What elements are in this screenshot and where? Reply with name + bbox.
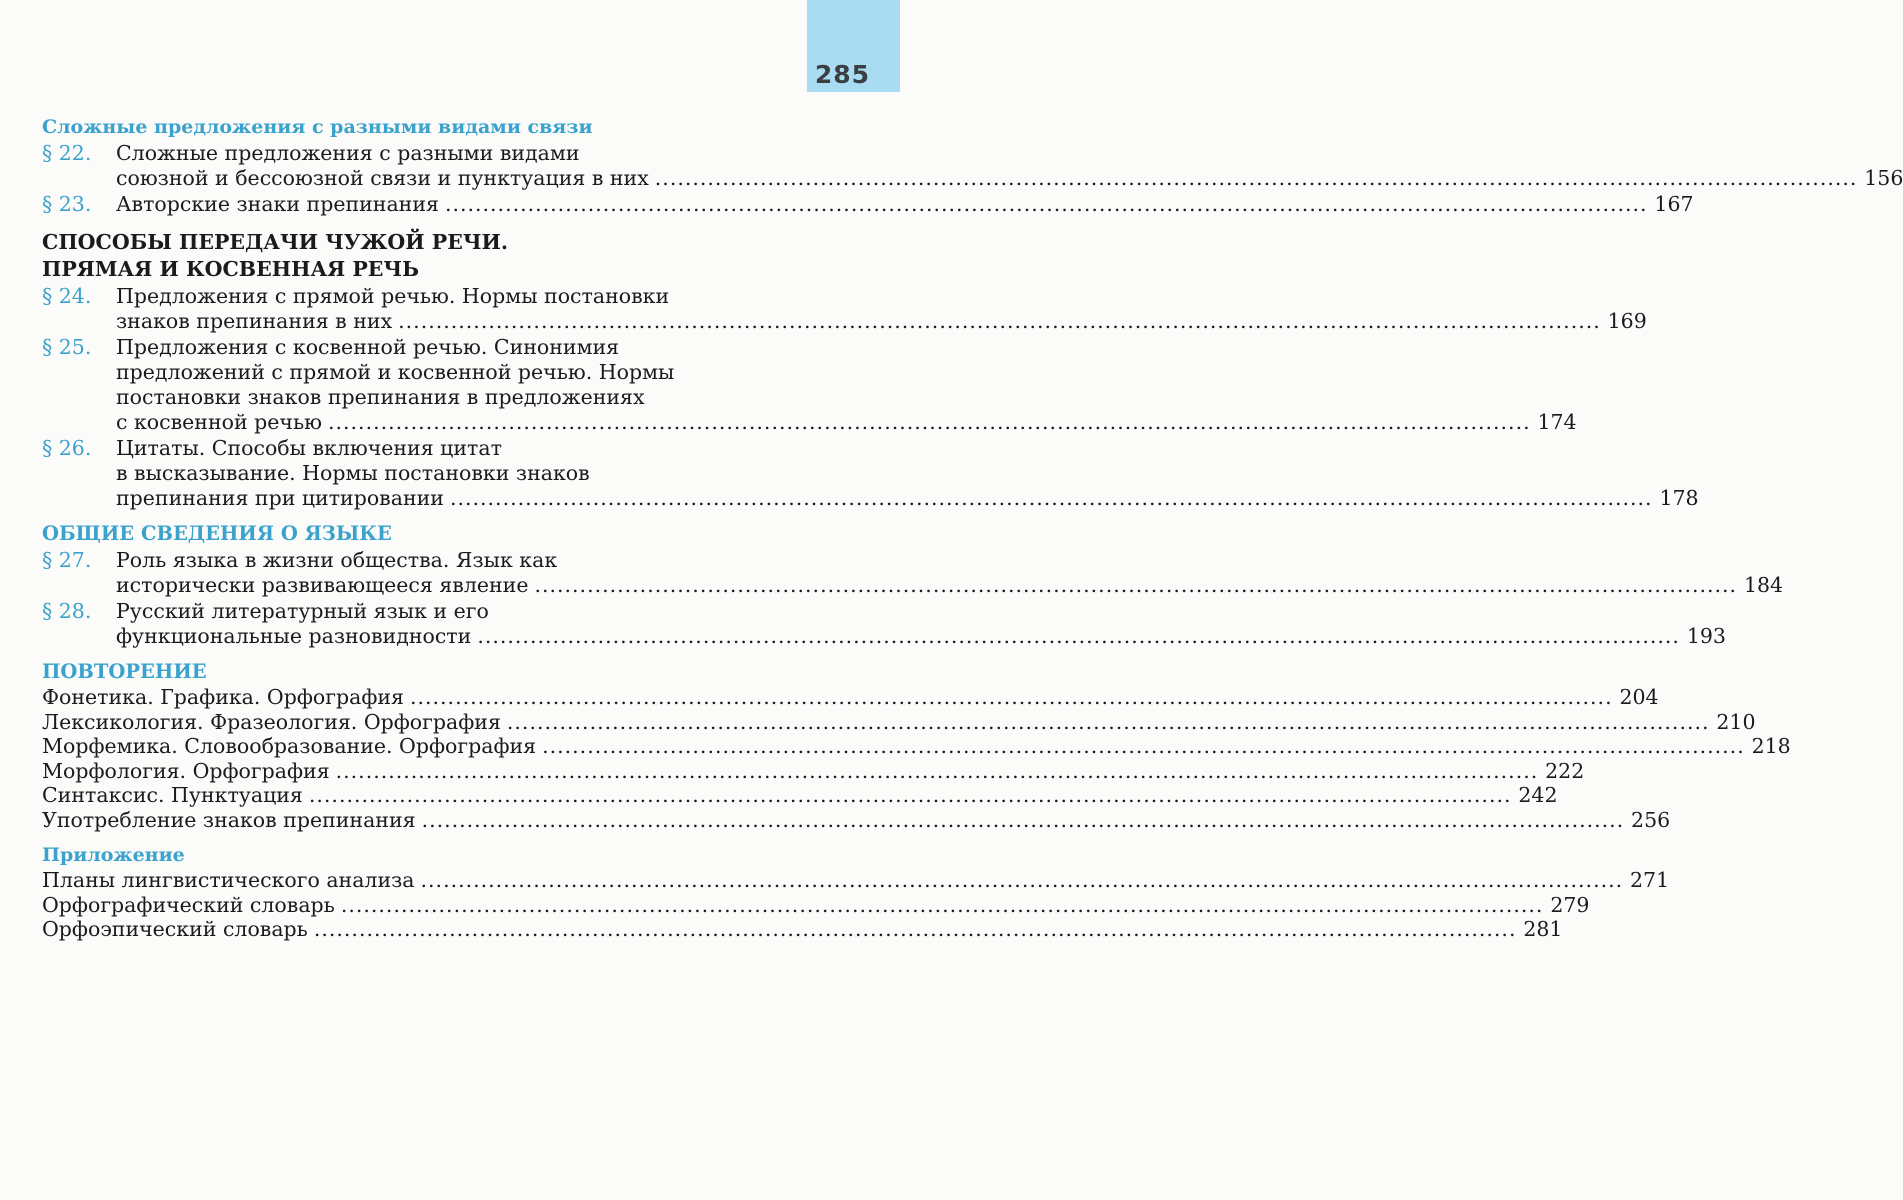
item-title: Орфографический словарь	[42, 892, 335, 917]
item-page: 271	[1630, 868, 1670, 892]
toc-item[interactable]	[42, 734, 1791, 759]
review-list	[42, 685, 1791, 832]
entry-page: 167	[1654, 192, 1694, 216]
item-page: 222	[1545, 758, 1585, 783]
item-page: 279	[1550, 892, 1590, 917]
paragraph-number: § 24.	[42, 284, 92, 308]
entry-text: с косвенной речью	[116, 410, 322, 434]
paragraph-number: § 28.	[42, 599, 92, 623]
toc-entry[interactable]	[42, 436, 1699, 511]
entry-text: Сложные предложения с разными видами	[116, 141, 580, 165]
item-title: Употребление знаков препинания	[42, 807, 416, 832]
toc-entry[interactable]	[42, 141, 1903, 191]
entry-page: 156	[1864, 166, 1903, 190]
paragraph-number: § 26.	[42, 436, 92, 460]
entry-text: Авторские знаки препинания	[116, 192, 439, 216]
toc-item[interactable]	[42, 917, 1563, 942]
item-page: 204	[1619, 685, 1659, 709]
appendix-list	[42, 868, 1670, 942]
toc-item[interactable]	[42, 685, 1659, 710]
entry-text: функциональные разновидности	[116, 624, 472, 648]
paragraph-number: § 25.	[42, 335, 92, 359]
heading-line: ПРЯМАЯ И КОСВЕННАЯ РЕЧЬ	[42, 257, 420, 281]
section-heading-appendix: Приложение	[42, 844, 185, 866]
toc-item[interactable]	[42, 868, 1670, 893]
toc-entry[interactable]	[42, 548, 1784, 598]
entry-text: исторически развивающееся явление	[116, 573, 529, 597]
entry-text: Предложения с косвенной речью. Синонимия	[116, 335, 620, 359]
item-title: Морфемика. Словообразование. Орфография	[42, 734, 537, 758]
toc-item[interactable]	[42, 807, 1671, 833]
item-page: 210	[1716, 709, 1756, 734]
entry-page: 174	[1537, 410, 1577, 434]
item-page: 256	[1631, 807, 1671, 832]
entry-text: Роль языка в жизни общества. Язык как	[116, 548, 558, 572]
entry-text: Цитаты. Способы включения цитат	[116, 436, 502, 460]
toc-entry[interactable]	[42, 335, 1577, 435]
entry-text: предложений с прямой и косвенной речью. Нормы	[116, 360, 675, 384]
section-heading-complex-sentences: Сложные предложения с разными видами связи	[42, 116, 593, 138]
entry-page: 184	[1743, 573, 1784, 597]
item-page: 242	[1518, 783, 1558, 807]
leader-dots	[534, 573, 1737, 598]
entry-page: 178	[1659, 486, 1699, 510]
section-heading-language-overview: ОБЩИЕ СВЕДЕНИЯ О ЯЗЫКЕ	[42, 522, 392, 545]
entry-text: знаков препинания в них	[116, 309, 393, 333]
entry-page: 193	[1686, 624, 1726, 648]
item-page: 281	[1523, 917, 1563, 941]
item-title: Фонетика. Графика. Орфография	[42, 685, 404, 709]
leader-dots	[341, 893, 1544, 918]
toc-entry[interactable]	[42, 192, 1694, 217]
item-title: Морфология. Орфография	[42, 758, 330, 783]
item-page: 218	[1751, 734, 1791, 758]
table-of-contents	[42, 114, 1903, 942]
section-heading-reported-speech	[42, 229, 826, 283]
toc-item[interactable]	[42, 783, 1558, 808]
leader-dots	[507, 710, 1710, 735]
entry-text: в высказывание. Нормы постановки знаков	[116, 461, 590, 485]
leader-dots	[314, 917, 1517, 942]
leader-dots	[421, 868, 1624, 893]
entry-text: союзной и бессоюзной связи и пунктуация в них	[116, 166, 649, 190]
item-title: Синтаксис. Пунктуация	[42, 783, 303, 807]
item-title: Лексикология. Фразеология. Орфография	[42, 709, 501, 734]
toc-entry[interactable]	[42, 284, 1647, 334]
leader-dots	[450, 486, 1653, 511]
leader-dots	[398, 309, 1601, 334]
toc-entry[interactable]	[42, 599, 1726, 649]
heading-line: СПОСОБЫ ПЕРЕДАЧИ ЧУЖОЙ РЕЧИ.	[42, 230, 509, 254]
entry-text: Предложения с прямой речью. Нормы постановки	[116, 284, 670, 308]
leader-dots	[336, 759, 1539, 784]
leader-dots	[477, 624, 1680, 649]
paragraph-number: § 22.	[42, 141, 92, 165]
entry-page: 169	[1607, 309, 1647, 333]
leader-dots	[422, 808, 1625, 833]
paragraph-number: § 23.	[42, 192, 92, 216]
leader-dots	[655, 166, 1858, 191]
toc-item[interactable]	[42, 758, 1585, 784]
section-heading-review: ПОВТОРЕНИЕ	[42, 660, 207, 683]
item-title: Орфоэпический словарь	[42, 917, 308, 941]
entry-text: Русский литературный язык и его	[116, 599, 489, 623]
leader-dots	[309, 783, 1512, 808]
leader-dots	[328, 410, 1531, 435]
leader-dots	[542, 734, 1745, 759]
toc-item[interactable]	[42, 892, 1590, 918]
toc-item[interactable]	[42, 709, 1756, 735]
paragraph-number: § 27.	[42, 548, 92, 572]
leader-dots	[445, 192, 1648, 217]
leader-dots	[410, 685, 1613, 710]
page-number: 285	[814, 60, 870, 89]
item-title: Планы лингвистического анализа	[42, 868, 415, 892]
entry-text: препинания при цитировании	[116, 486, 444, 510]
entry-text: постановки знаков препинания в предложениях	[116, 385, 645, 409]
